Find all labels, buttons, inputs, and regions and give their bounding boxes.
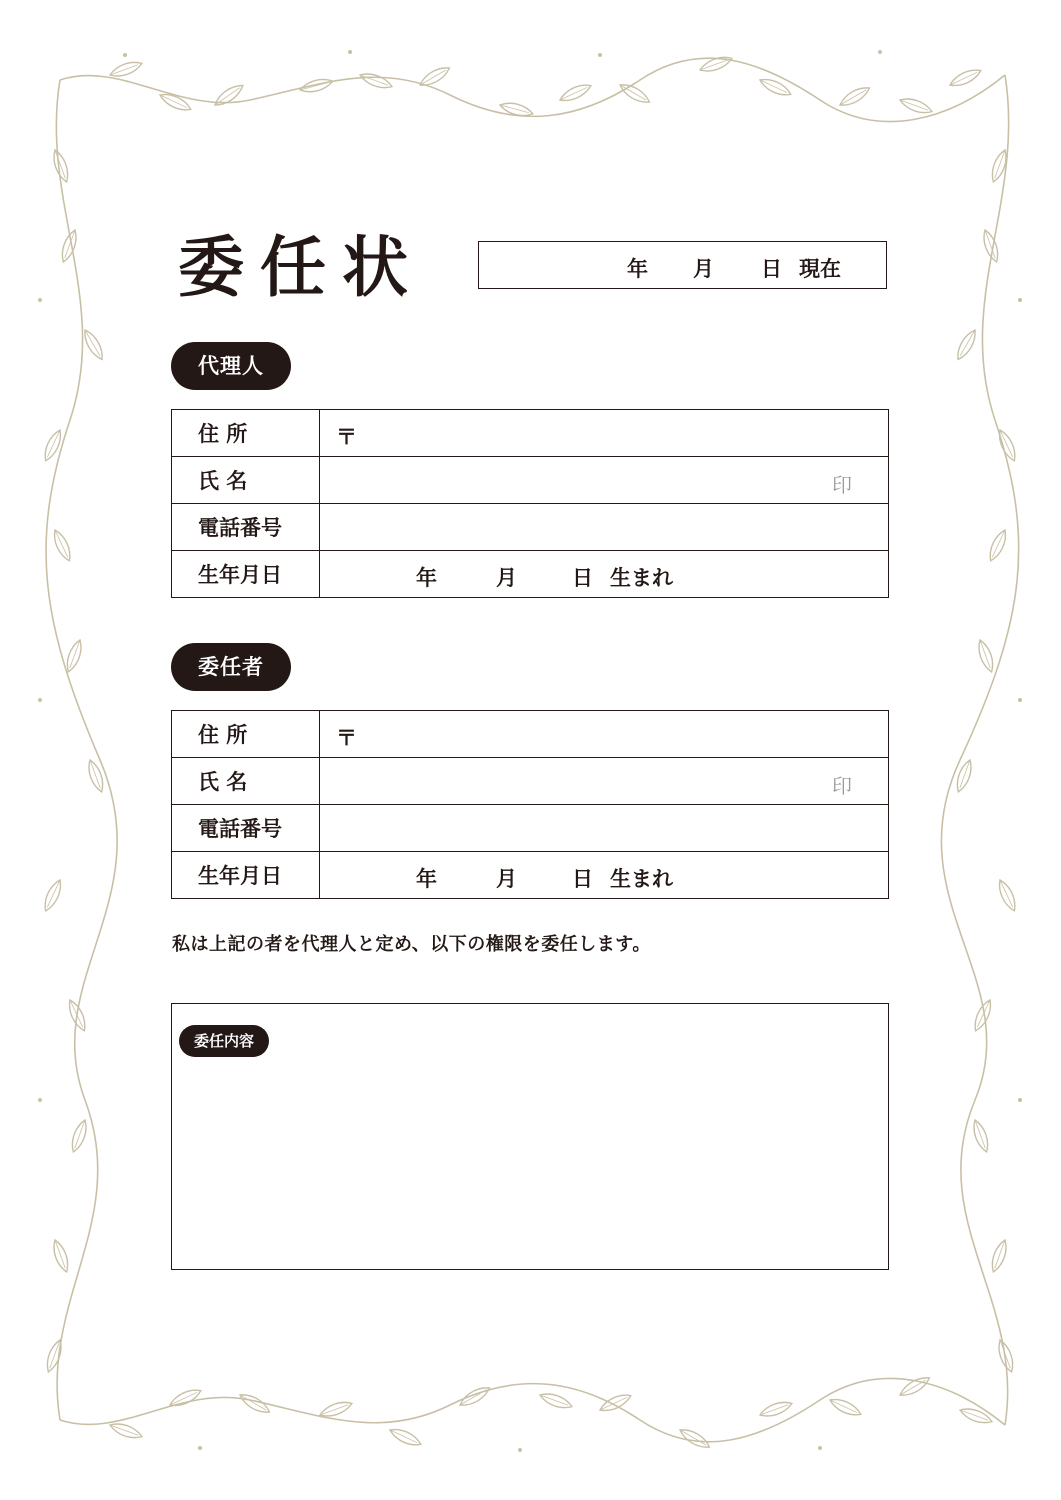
document-title: 委任状 <box>178 229 424 306</box>
birth-year-label: 年 <box>416 566 437 590</box>
delegation-content-label: 委任内容 <box>179 1025 269 1057</box>
postal-mark: 〒 <box>336 726 357 750</box>
agent-name-label: 氏 名 <box>172 457 320 504</box>
principal-phone-field[interactable] <box>320 805 889 852</box>
principal-address-field[interactable] <box>320 711 889 758</box>
birth-day-label: 日 <box>572 566 593 590</box>
agent-phone-field[interactable] <box>320 504 889 551</box>
principal-phone-label: 電話番号 <box>172 805 320 852</box>
principal-table <box>171 710 889 899</box>
agent-address-label: 住 所 <box>172 410 320 457</box>
delegation-statement: 私は上記の者を代理人と定め、以下の権限を委任します。 <box>172 934 651 955</box>
birth-day-label: 日 <box>572 867 593 891</box>
principal-heading: 委任者 <box>171 643 291 691</box>
principal-birth-field[interactable] <box>320 852 889 899</box>
delegation-content-field[interactable] <box>171 1003 889 1270</box>
principal-name-label: 氏 名 <box>172 758 320 805</box>
agent-table <box>171 409 889 598</box>
principal-address-label: 住 所 <box>172 711 320 758</box>
seal-mark: 印 <box>832 473 852 497</box>
birth-month-label: 月 <box>496 566 517 590</box>
agent-birth-label: 生年月日 <box>172 551 320 598</box>
agent-heading: 代理人 <box>171 342 291 390</box>
birth-year-label: 年 <box>416 867 437 891</box>
birth-suffix-label: 生まれ <box>610 867 673 891</box>
birth-suffix-label: 生まれ <box>610 566 673 590</box>
date-year-label: 年 <box>627 257 648 281</box>
postal-mark: 〒 <box>336 425 357 449</box>
date-field[interactable] <box>478 241 887 289</box>
seal-mark: 印 <box>832 774 852 798</box>
principal-birth-label: 生年月日 <box>172 852 320 899</box>
principal-name-field[interactable] <box>320 758 889 805</box>
date-month-label: 月 <box>693 257 714 281</box>
birth-month-label: 月 <box>496 867 517 891</box>
agent-name-field[interactable] <box>320 457 889 504</box>
date-suffix-label: 現在 <box>799 257 841 281</box>
agent-address-field[interactable] <box>320 410 889 457</box>
agent-phone-label: 電話番号 <box>172 504 320 551</box>
agent-birth-field[interactable] <box>320 551 889 598</box>
date-day-label: 日 <box>761 257 782 281</box>
